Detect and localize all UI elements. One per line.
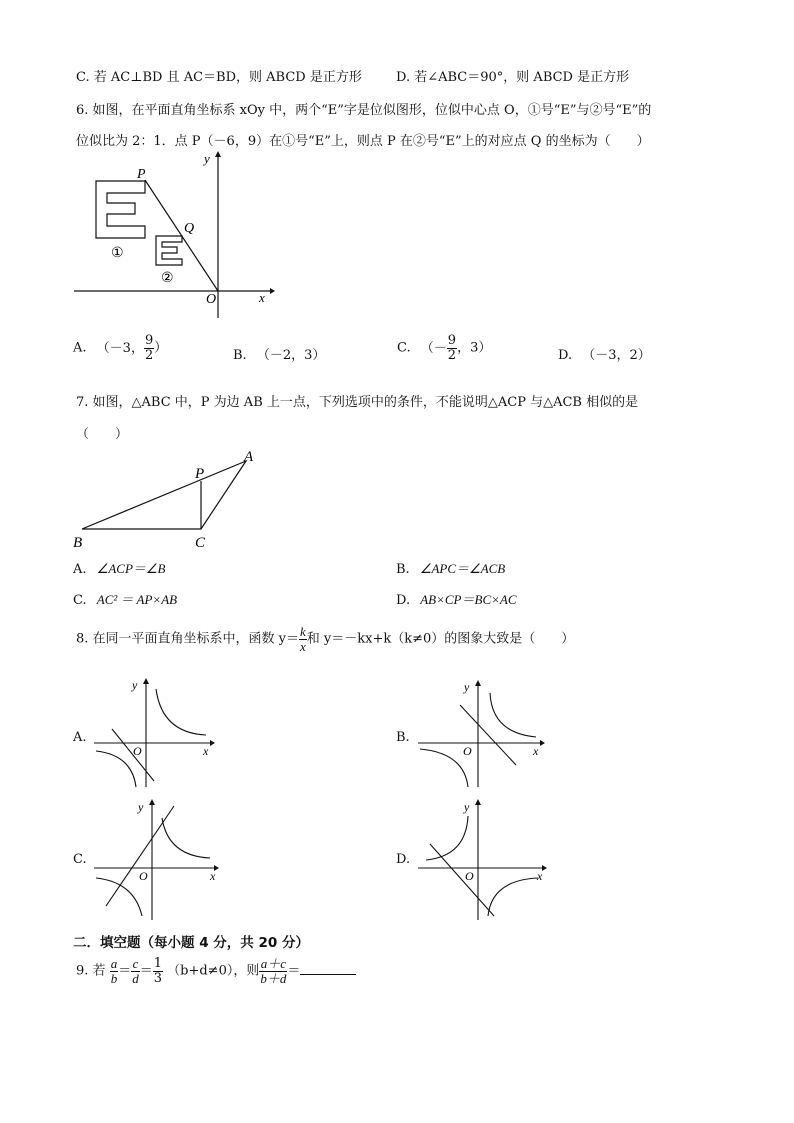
q6-figure [70,148,280,323]
q8-b-label-x: x [533,744,539,758]
q9-eq-1: ＝ [118,963,132,979]
q8-a-curve-q3 [96,751,136,787]
q7-label-a: A [244,449,254,465]
q8-d-label-o: O [465,869,474,883]
q8-graph-d [412,798,552,923]
q8-graph-a-label: A. [73,730,87,745]
q6-option-a-post: ） [154,340,168,356]
q9-f3-num: 1 [153,956,162,971]
q8-c-curve-q1 [162,818,210,858]
q7-option-d-label: D. [396,593,411,608]
q9-stem [76,957,356,985]
q6-e-shape-1 [96,181,145,238]
q7-option-a [73,558,165,577]
q9-answer-blank[interactable] [300,962,356,975]
q7-label-c: C [195,535,206,551]
q5-option-c [76,66,362,85]
q5-option-c-label: C. [76,70,90,85]
q6-x-arrow [270,288,275,294]
q6-option-b [233,344,325,363]
q8-c-line [106,806,174,906]
q6-label-y: y [204,151,210,166]
q8-graph-b-label: B. [396,730,410,745]
q6-label-p: P [137,167,146,182]
q8-a-label-y: y [132,678,138,692]
q6-option-a-den: 2 [144,347,154,363]
q9-eq-3: ＝ [287,963,301,979]
q8-d-x-arrow [542,865,547,871]
q7-stem-line1: 7. 如图，△ABC 中，P 为边 AB 上一点，下列选项中的条件，不能说明△ACP 与△ACB 相似的是 [76,395,639,410]
q8-graph-d-label: D. [396,852,411,867]
q6-option-c [397,334,491,362]
q7-label-b: B [73,535,83,551]
q6-label-circle1: ① [111,246,124,261]
q7-option-d [396,589,517,608]
q6-option-d-text: （－3，2） [582,348,651,363]
q6-option-c-label: C. [397,340,411,356]
q6-y-arrow [215,151,221,157]
q8-graph-c-label: C. [73,852,87,867]
q6-label-x: x [259,290,265,305]
q6-option-a-pre: （－3， [96,340,144,356]
q8-graph-c [90,798,225,923]
q8-d-curve-q4 [488,878,538,916]
q8-c-label-o: O [139,869,148,883]
q8-d-line [430,844,494,916]
q8-b-label-o: O [463,744,472,758]
q8-frac-num: k [300,624,306,639]
q8-a-curve-q1 [156,689,206,735]
q8-c-y-arrow [149,799,155,805]
q7-triangle-abc [82,461,246,529]
q8-graph-a [88,677,218,789]
q8-graph-b [412,677,547,789]
q6-option-b-text: （－2，3） [256,348,326,363]
q9-f4-den: b＋d [260,970,287,986]
q7-option-a-text: ∠ACP＝∠B [96,561,166,576]
q7-figure [70,446,270,552]
q6-option-a [73,334,167,362]
q8-stem-post: 和 y＝－kx+k（k≠0）的图象大致是（ ） [306,631,575,647]
q6-option-c-den: 2 [447,347,457,363]
q8-c-label-x: x [210,869,216,883]
q6-option-a-label: A. [73,340,87,356]
q6-option-d [558,344,651,363]
q6-stem-line2: 位似比为 2：1．点 P（－6，9）在①号“E”上，则点 P 在②号“E”上的对应点 Q 的坐标为（ ） [76,134,650,149]
q9-f1-num: a [110,956,118,971]
q7-stem-line2: （ ） [76,427,129,442]
q8-c-curve-q3 [96,878,142,916]
q6-option-c-post: ，3） [457,340,492,356]
q8-b-curve-q3 [420,749,468,787]
q8-b-curve-q1 [490,693,536,737]
q8-d-label-y: y [464,800,470,814]
q9-f2-num: c [132,956,139,971]
q7-option-c-text: AC² ＝ AP×AB [96,592,178,607]
q8-a-label-x: x [203,744,209,758]
q6-label-o: O [206,292,217,307]
q9-pre: 9. 若 [76,963,106,979]
q7-option-c-label: C. [73,593,87,608]
q9-f3-den: 3 [153,970,162,986]
q6-option-d-label: D. [558,348,573,363]
q9-f1-den: b [110,970,118,986]
q8-c-label-y: y [138,800,144,814]
q8-frac-den: x [300,638,306,654]
q7-option-b-label: B. [396,562,410,577]
q6-option-c-pre: （－ [420,340,447,356]
q8-d-y-arrow [475,799,481,805]
q6-e-shape-2 [156,236,182,265]
q9-f4-num: a＋c [260,956,286,971]
q8-a-label-o: O [133,744,142,758]
q5-option-d-label: D. [396,70,411,85]
q8-d-label-x: x [537,869,543,883]
q7-option-c [73,589,177,608]
section-heading-fill-in: 二．填空题（每小题 4 分，共 20 分） [73,935,309,951]
q6-option-c-num: 9 [447,333,457,348]
q7-label-p: P [195,466,205,482]
q8-b-label-y: y [464,680,470,694]
q7-option-d-text: AB×CP＝BC×AC [420,592,517,607]
q8-stem [76,625,574,653]
q7-option-b-text: ∠APC＝∠ACB [419,561,506,576]
q6-label-circle2: ② [161,271,174,286]
q8-d-curve-q2 [426,816,468,860]
q6-option-b-label: B. [233,348,247,363]
q5-option-c-text: 若 AC⊥BD 且 AC＝BD，则 ABCD 是正方形 [93,70,362,85]
q5-option-d-text: 若∠ABC＝90°，则 ABCD 是正方形 [414,70,630,85]
q6-option-a-num: 9 [144,333,154,348]
q8-b-x-arrow [540,740,545,746]
q8-b-y-arrow [475,680,481,686]
q8-a-x-arrow [210,740,215,746]
q5-option-d [396,66,629,85]
q9-f2-den: d [132,970,139,986]
q8-a-y-arrow [143,678,149,684]
q9-condition: （b+d≠0），则 [167,963,260,979]
q7-option-a-label: A. [73,562,87,577]
q6-label-q: Q [184,221,195,236]
q7-option-b [396,558,505,577]
q6-stem-line1: 6. 如图，在平面直角坐标系 xOy 中，两个“E”字是位似图形，位似中心点 O，①号“E”与②号“E”的 [76,103,652,118]
q9-eq-2: ＝ [139,963,153,979]
q8-stem-pre: 8. 在同一平面直角坐标系中，函数 y＝ [76,631,300,647]
